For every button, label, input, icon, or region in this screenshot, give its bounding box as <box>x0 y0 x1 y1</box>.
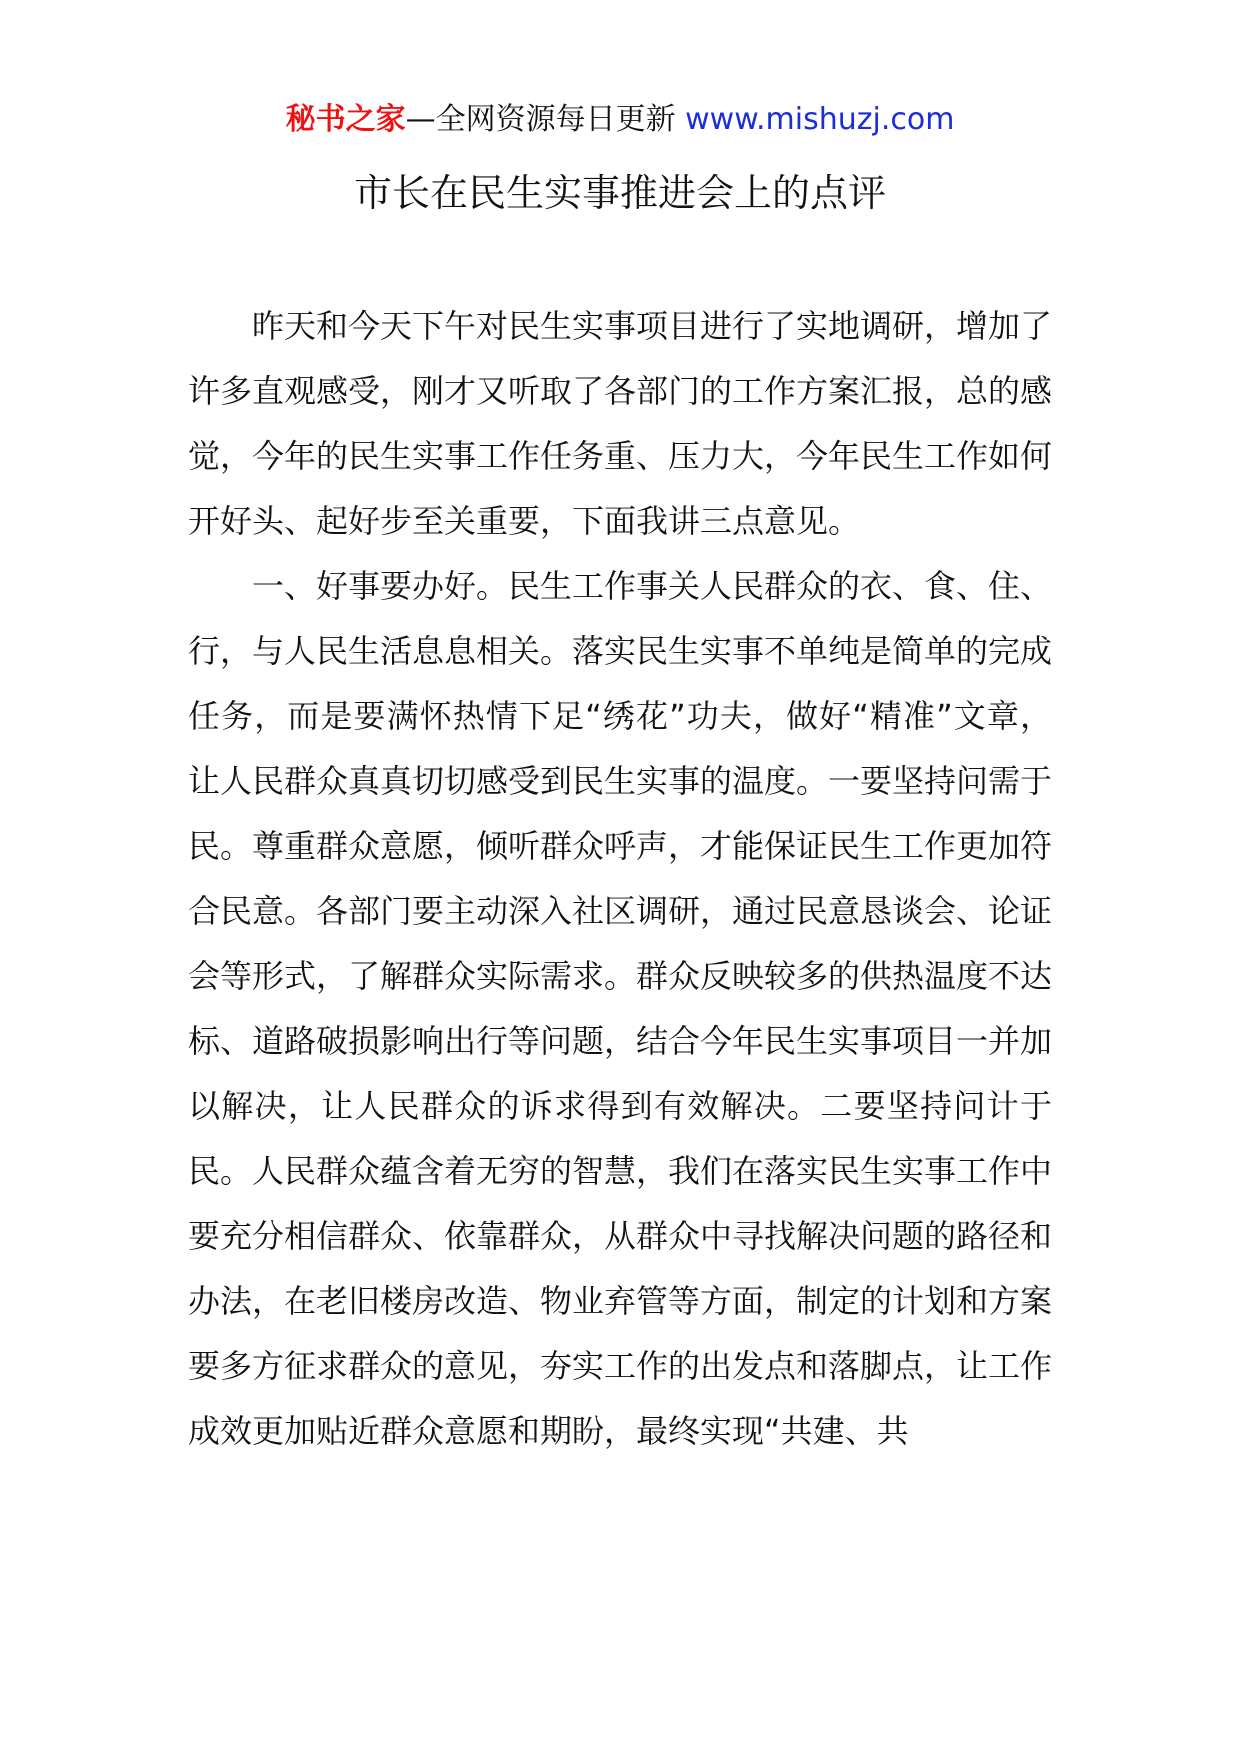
document-body <box>188 294 1052 1464</box>
site-header <box>0 100 1240 140</box>
document-title: 市长在民生实事推进会上的点评 <box>353 171 886 215</box>
paragraph-point-one: 一、好事要办好。民生工作事关人民群众的衣、食、住、行，与人民生活息息相关。落实民生实事不单纯是简单的完成任务，而是要满怀热情下足“绣花”功夫，做好“精准”文章，让人民群众真真切切感受到民生实事的温度。一要坚持问需于民。尊重群众意愿，倾听群众呼声，才能保证民生工作更加符合民意。各部门要主动深入社区调研，通过民意恳谈会、论证会等形式，了解群众实际需求。群众反映较多的供热温度不达标、道路破损影响出行等问题，结合今年民生实事项目一并加以解决，让人民群众的诉求得到有效解决。二要坚持问计于民。人民群众蕴含着无穷的智慧，我们在落实民生实事工作中要充分相信群众、依靠群众，从群众中寻找解决问题的路径和办法，在老旧楼房改造、物业弃管等方面，制定的计划和方案要多方征求群众的意见，夯实工作的出发点和落脚点，让工作成效更加贴近群众意愿和期盼，最终实现“共建、共 <box>188 567 1053 1450</box>
site-brand: 秘书之家 <box>285 102 406 137</box>
paragraph-intro: 昨天和今天下午对民生实事项目进行了实地调研，增加了许多直观感受，刚才又听取了各部门的工作方案汇报，总的感觉，今年的民生实事工作任务重、压力大，今年民生工作如何开好头、起好步至关重要，下面我讲三点意见。 <box>188 307 1053 540</box>
site-tagline: —全网资源每日更新 <box>405 102 686 137</box>
site-url-link[interactable]: www.mishuzj.com <box>685 102 955 137</box>
